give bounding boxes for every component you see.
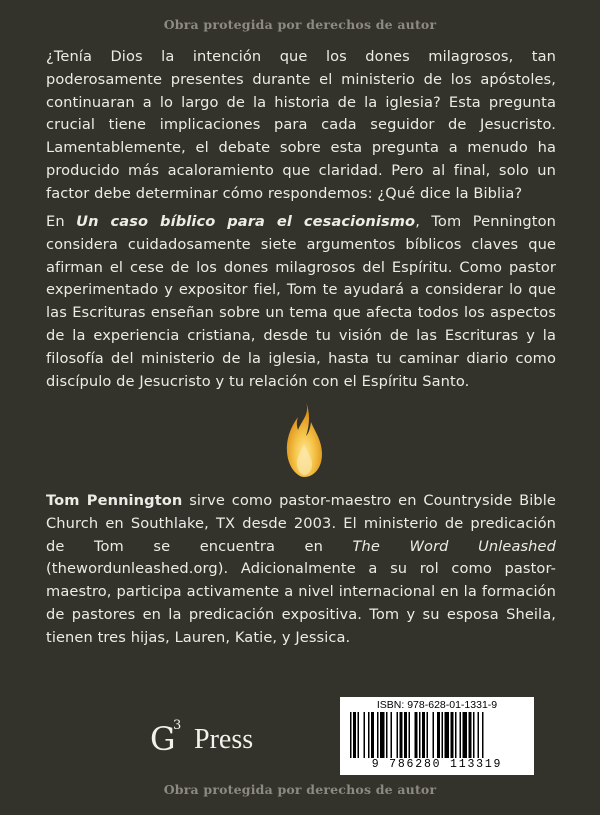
flame-icon bbox=[284, 400, 324, 480]
barcode-bar bbox=[463, 712, 468, 758]
barcode-bar bbox=[371, 712, 374, 758]
barcode-bar bbox=[409, 712, 411, 758]
barcode-bar bbox=[353, 712, 356, 758]
author-bio-paragraph bbox=[46, 490, 556, 650]
book-description-paragraph bbox=[46, 211, 556, 393]
ministry-name: The Word Unleashed bbox=[352, 537, 556, 555]
intro-text: ¿Tenía Dios la intención que los dones milagrosos, tan poderosamente presentes durante el ministerio de los apóstoles, continuaran a lo largo de la historia de la iglesia? Esta pregunta crucial tiene implicaciones para cada seguidor de Jesucristo. Lamentablemente, el debate sobre esta pregunta a menudo ha producido más acaloramiento que claridad. Pero al final, solo un factor debe determinar cómo respondemos: ¿Qué dice la Biblia? bbox=[46, 48, 556, 202]
barcode-bar bbox=[478, 712, 480, 758]
barcode-bar bbox=[358, 712, 360, 758]
barcode-bar bbox=[455, 712, 457, 758]
barcode-bar bbox=[445, 712, 450, 758]
barcode-bar bbox=[437, 712, 440, 758]
logo-letter: G bbox=[150, 720, 176, 758]
barcode-digits: 9 786280 113319 bbox=[371, 758, 503, 771]
barcode-bar bbox=[400, 712, 403, 758]
barcode-bar bbox=[482, 712, 484, 758]
watermark-bottom: Obra protegida por derechos de autor bbox=[163, 782, 437, 797]
barcode-bar bbox=[460, 712, 462, 758]
barcode-bar bbox=[442, 712, 444, 758]
bio-text-1: sirve como pastor-maestro en Countryside Bible Church en Southlake, TX desde 2003. El ministerio de predicación de Tom se encuentra en bbox=[46, 492, 557, 555]
barcode-bar bbox=[433, 712, 435, 758]
barcode-bar bbox=[350, 712, 352, 758]
barcode-bar bbox=[377, 712, 379, 758]
barcode-bar bbox=[391, 712, 393, 758]
barcode-bar bbox=[368, 712, 370, 758]
barcode-bar bbox=[427, 712, 429, 758]
description-prefix: En bbox=[46, 213, 77, 230]
book-title: Un caso bíblico para el cesacionismo bbox=[76, 213, 416, 230]
barcode-bar bbox=[364, 712, 366, 758]
isbn-barcode bbox=[340, 697, 534, 775]
barcode-bar bbox=[397, 712, 399, 758]
logo-superscript: 3 bbox=[173, 718, 182, 733]
barcode-bar bbox=[469, 712, 472, 758]
barcode-bar bbox=[386, 712, 388, 758]
intro-paragraph bbox=[46, 46, 556, 206]
bio-text-2: (thewordunleashed.org). Adicionalmente a su rol como pastor-maestro, participa activamente a nivel internacional en la formación de pastores en la predicación expositiva. Tom y su esposa Sheila, tienen tres hijas, Lauren, Katie, y Jessica. bbox=[46, 560, 556, 646]
author-name: Tom Pennington bbox=[46, 492, 183, 509]
watermark-top: Obra protegida por derechos de autor bbox=[163, 17, 437, 32]
barcode-bar bbox=[404, 712, 407, 758]
barcode-bar bbox=[419, 712, 421, 758]
isbn-label: ISBN: 978-628-01-1331-9 bbox=[376, 699, 498, 711]
barcode-bar bbox=[422, 712, 425, 758]
barcode-bar bbox=[451, 712, 454, 758]
barcode-bars bbox=[346, 712, 528, 758]
description-text: , Tom Pennington considera cuidadosamente siete argumentos bíblicos claves que afirman el cese de los dones milagrosos del Espíritu. Como pastor experimentado y expositor fiel, Tom te ayudará a considerar lo que las Escrituras enseñan sobre un tema que afecta todos los aspectos de la experiencia cristiana, desde tu visión de las Escrituras y la filosofía del ministerio de la iglesia, hasta tu caminar diario como discípulo de Jesucristo y tu relación con el Espíritu Santo. bbox=[46, 213, 556, 390]
logo-name: Press bbox=[194, 724, 254, 755]
barcode-bar bbox=[473, 712, 475, 758]
barcode-bar bbox=[415, 712, 418, 758]
barcode-bar bbox=[380, 712, 385, 758]
